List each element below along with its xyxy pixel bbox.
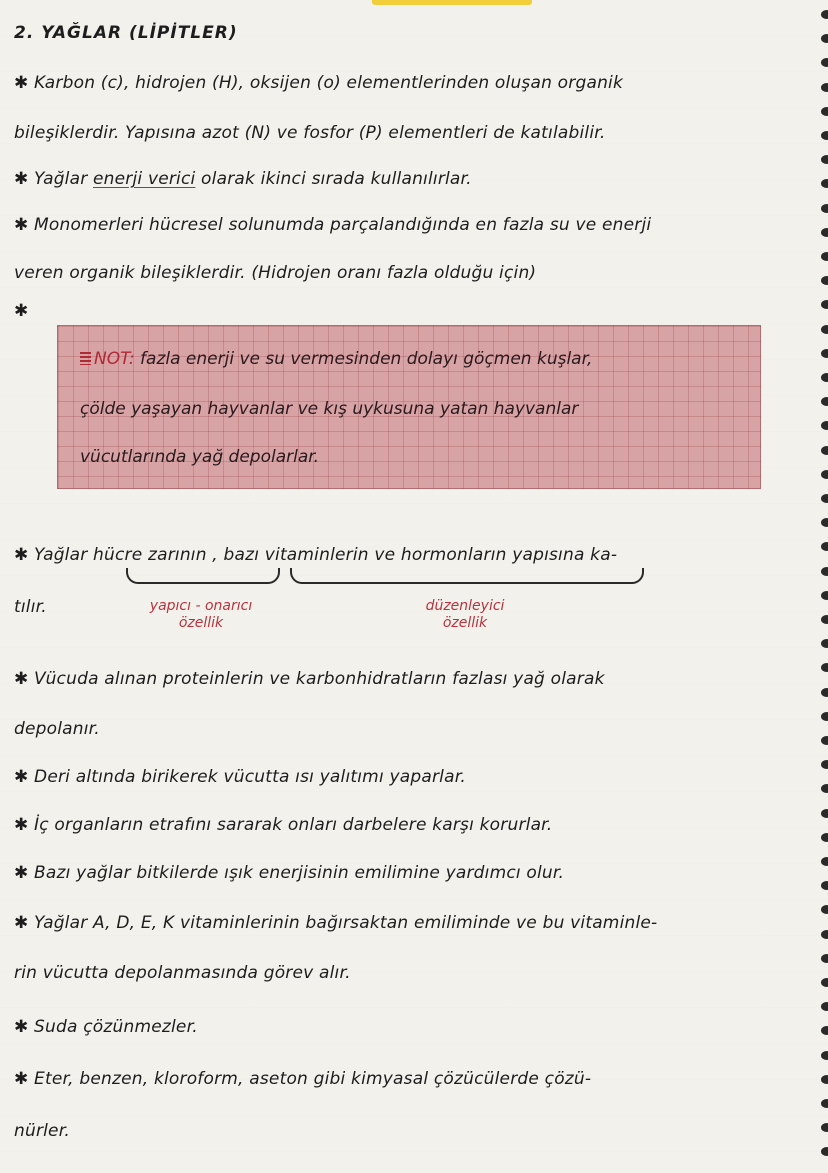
binding-hole — [821, 978, 828, 987]
binding-hole — [821, 591, 828, 600]
binding-hole — [821, 1147, 828, 1156]
brace-left-label-2: özellik — [178, 615, 224, 631]
binding-hole — [821, 857, 828, 866]
text-line-4: ✱ Monomerleri hücresel solunumda parçalandığında en fazla su ve enerji — [14, 215, 652, 235]
binding-hole — [821, 1051, 828, 1060]
text-line-11: ✱ Deri altında birikerek vücutta ısı yalıtımı yaparlar. — [14, 767, 466, 787]
binding-hole — [821, 615, 828, 624]
text-line-14: ✱ Yağlar A, D, E, K vitaminlerinin bağırsaktan emiliminde ve bu vitaminle- — [14, 913, 658, 933]
binding-hole — [821, 567, 828, 576]
binding-hole — [821, 784, 828, 793]
note-line-1-text: fazla enerji ve su vermesinden dolayı göçmen kuşlar, — [134, 349, 593, 369]
text-line-1: ✱ Karbon (c), hidrojen (H), oksijen (o) elementlerinden oluşan organik — [14, 73, 624, 93]
binding-hole — [821, 494, 828, 503]
brace-right — [290, 568, 644, 584]
binding-hole — [821, 1002, 828, 1011]
text-line-17: ✱ Eter, benzen, kloroform, aseton gibi kimyasal çözücülerde çözü- — [14, 1069, 592, 1089]
binding-hole — [821, 107, 828, 116]
binding-hole — [821, 349, 828, 358]
binding-hole — [821, 833, 828, 842]
note-line-2: çölde yaşayan hayvanlar ve kış uykusuna yatan hayvanlar — [80, 399, 579, 419]
binding-hole — [821, 373, 828, 382]
section-title: 2. YAĞLAR (LİPİTLER) — [14, 23, 238, 43]
binding-hole — [821, 421, 828, 430]
top-highlight-mark — [372, 0, 532, 5]
brace-left-label — [126, 598, 276, 632]
binding-hole — [821, 542, 828, 551]
binding-hole — [821, 470, 828, 479]
text-line-9: ✱ Vücuda alınan proteinlerin ve karbonhidratların fazlası yağ olarak — [14, 669, 605, 689]
text-line-7: ✱ Yağlar hücre zarının , bazı vitaminlerin ve hormonların yapısına ka- — [14, 545, 618, 565]
binding-hole — [821, 155, 828, 164]
text-line-3-suffix: olarak ikinci sırada kullanılırlar. — [195, 169, 472, 189]
note-icon — [80, 352, 91, 365]
binding-hole — [821, 300, 828, 309]
binding-hole — [821, 10, 828, 19]
binding-hole — [821, 954, 828, 963]
binding-hole — [821, 760, 828, 769]
note-label: NOT: — [94, 349, 135, 369]
binding-hole — [821, 325, 828, 334]
energy-giver-underlined: enerji verici — [93, 169, 196, 189]
binding-hole — [821, 712, 828, 721]
binding-hole — [821, 58, 828, 67]
brace-left — [126, 568, 280, 584]
text-line-18: nürler. — [14, 1121, 70, 1141]
note-box — [57, 325, 761, 489]
binding-hole — [821, 228, 828, 237]
binding-hole — [821, 397, 828, 406]
brace-right-label-1: düzenleyici — [425, 598, 505, 614]
binding-hole — [821, 204, 828, 213]
text-line-13: ✱ Bazı yağlar bitkilerde ışık enerjisinin emilimine yardımcı olur. — [14, 863, 565, 883]
spiral-binding — [814, 10, 828, 1170]
binding-hole — [821, 34, 828, 43]
text-line-16: ✱ Suda çözünmezler. — [14, 1017, 198, 1037]
binding-hole — [821, 1099, 828, 1108]
text-line-10: depolanır. — [14, 719, 100, 739]
binding-hole — [821, 1075, 828, 1084]
text-line-5: veren organik bileşiklerdir. (Hidrojen oranı fazla olduğu için) — [14, 263, 537, 283]
binding-hole — [821, 252, 828, 261]
brace-left-label-1: yapıcı - onarıcı — [149, 598, 253, 614]
binding-hole — [821, 639, 828, 648]
binding-hole — [821, 131, 828, 140]
brace-right-label-2: özellik — [442, 615, 488, 631]
text-line-3 — [14, 168, 472, 190]
binding-hole — [821, 663, 828, 672]
text-line-6-bullet: ✱ — [14, 301, 29, 321]
binding-hole — [821, 736, 828, 745]
note-line-3: vücutlarında yağ depolarlar. — [80, 447, 320, 467]
binding-hole — [821, 930, 828, 939]
text-line-15: rin vücutta depolanmasında görev alır. — [14, 963, 351, 983]
text-line-2: bileşiklerdir. Yapısına azot (N) ve fosfor (P) elementleri de katılabilir. — [14, 123, 606, 143]
brace-right-label — [390, 598, 540, 632]
note-line-1 — [80, 348, 592, 370]
binding-hole — [821, 446, 828, 455]
binding-hole — [821, 83, 828, 92]
text-line-12: ✱ İç organların etrafını sararak onları darbelere karşı korurlar. — [14, 815, 553, 835]
binding-hole — [821, 809, 828, 818]
binding-hole — [821, 179, 828, 188]
text-line-8: tılır. — [14, 597, 47, 617]
binding-hole — [821, 905, 828, 914]
binding-hole — [821, 276, 828, 285]
binding-hole — [821, 688, 828, 697]
binding-hole — [821, 1123, 828, 1132]
binding-hole — [821, 881, 828, 890]
binding-hole — [821, 1026, 828, 1035]
text-line-3-prefix: ✱ Yağlar — [14, 169, 94, 189]
binding-hole — [821, 518, 828, 527]
